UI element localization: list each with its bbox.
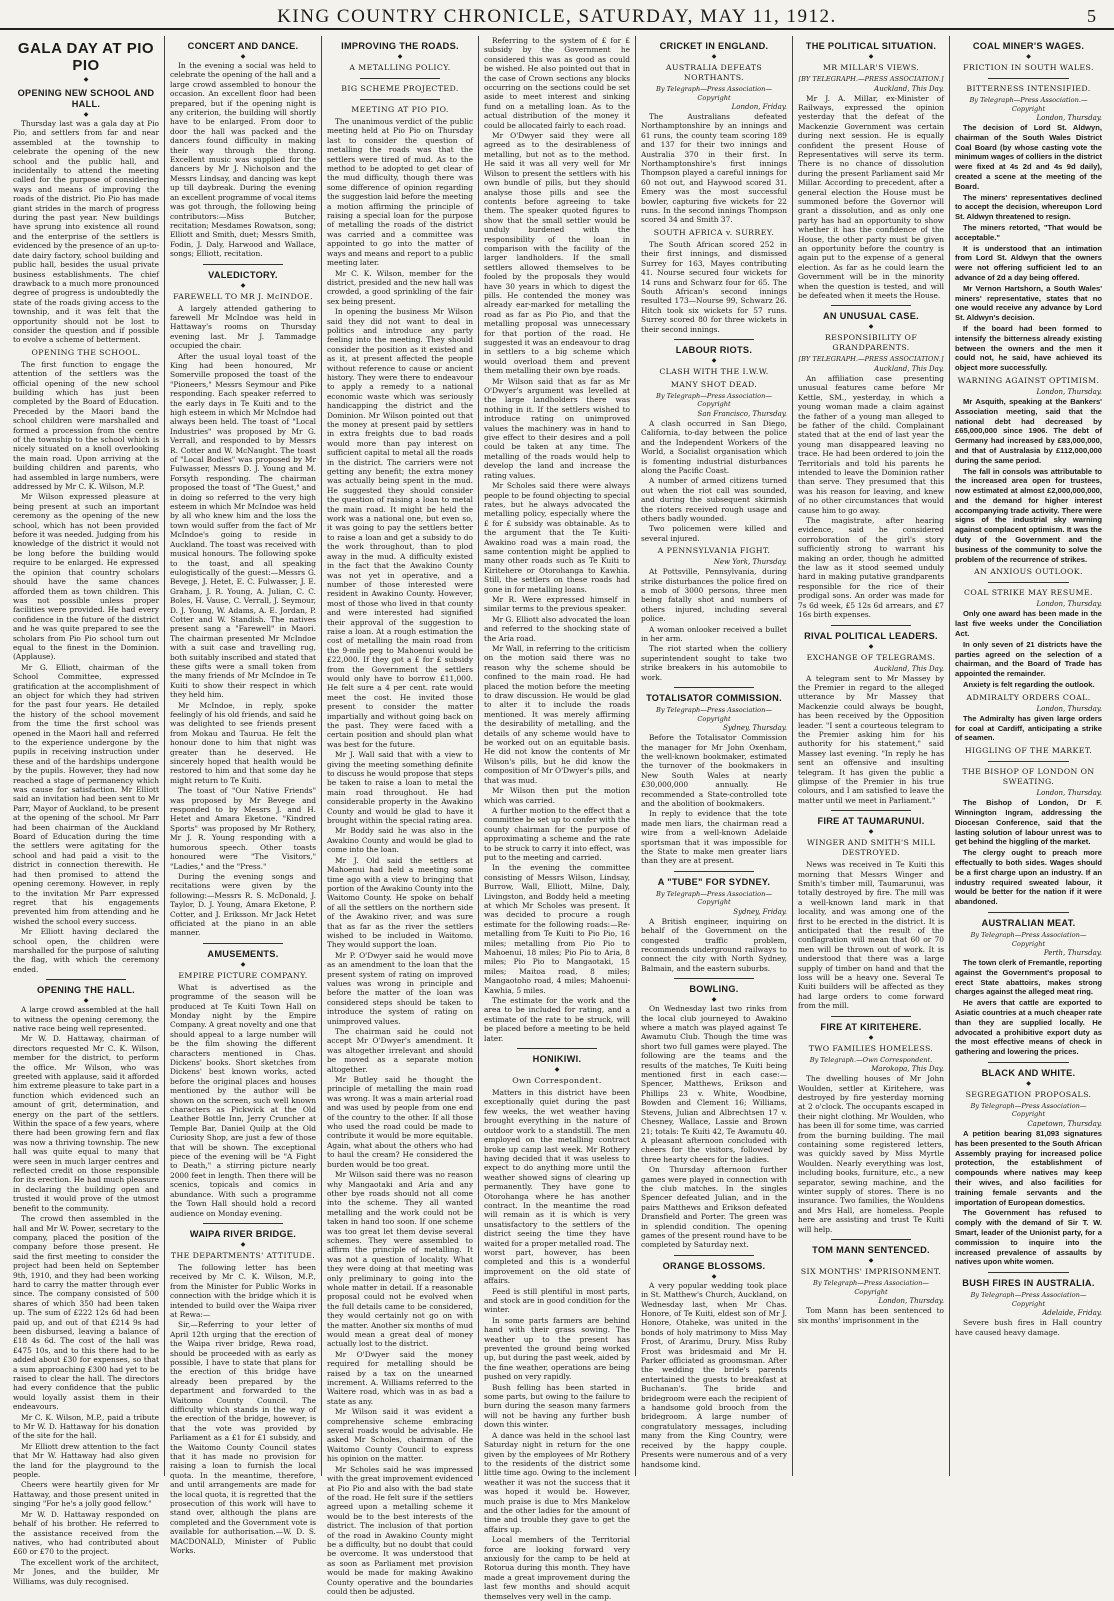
dateline: London, Thursday. — [878, 1297, 944, 1306]
paragraph: The Admiralty has given large orders for coal at Cardiff, anticipating a strike of seamen. — [955, 713, 1102, 743]
paragraph: Mr J. Wall said that with a view to giving the meeting something definite to discuss he would propose that steps be taken to raise a loan to metal the main road throughout. He had considerable property in the Awakino County and would be glad to have it brought within the special rating area. — [327, 750, 473, 826]
ornament: ◆ — [711, 996, 717, 1004]
paragraph: A petition bearing 81,093 signatures has been presented to the South African Assembly praying for increased police protection, the establishment of compounds where natives may keep their wives, and also facilities for training female servants and the importation of European domestics. — [955, 1128, 1102, 1207]
divider — [831, 305, 911, 306]
column-5 — [636, 36, 793, 1476]
paragraph: Before the Totalisator Commission the manager for Mr John Oxenham, the well-known bookmaker, estimated the turnover of the bookmakers in New South Wales at nearly £30,000,000 annually. He recommended a State-controlled tote and the abolition of bookmakers. — [641, 733, 787, 808]
paragraph: Mr W. D. Hattaway, chairman of directors requested Mr C. K. Wilson, member for the district, to perform the office. Mr Wilson, who was greeted with applause, said it afforded him extreme pleasure to take part in a function which evidenced such an amount of grit, determination, and energy on the part of the settlers. Within the space of a few years, where there had been growing fern and flax was now a thriving township. The new hall was quite equal to many that were seen in much larger centres and reflected credit on those responsible for its erection. He had much pleasure in declaring the building open and trusted it would prove of the utmost benefit to the community. — [13, 1034, 159, 1213]
paragraph: The town clerk of Fremantle, reporting against the Government's proposal to erect State abattoirs, makes strong charges against the alleged meat ring. — [955, 958, 1102, 997]
subheading-bitterness: BITTERNESS INTENSIFIED. — [966, 84, 1091, 93]
credit-line: By Telegraph—Press Association—Copyright — [970, 1101, 1087, 1119]
paragraph: At Pottsville, Pennsylvania, during strike disturbances the police fired on a mob of 3000 persons, three men being fatally shot and numbers of others injured, including several police. — [641, 567, 787, 624]
paragraph: A dance was held in the school last Saturday night in return for the one given by the employees of Mr Rothery to the residents of the district some little time ago. Owing to the inclement weather it was not the success that it was hoped it would be. However, much praise is due to Mrs Mankelow and the other ladies for the amount of time and trouble they gave to get the affairs up. — [484, 1430, 630, 1534]
paragraph: The miners retorted, "That would be acceptable." — [955, 222, 1102, 242]
heading-rival-leaders: RIVAL POLITICAL LEADERS. — [804, 630, 938, 641]
paragraph: The decision of Lord St. Aldwyn, chairman of the South Wales District Coal Board (by whose casting vote the minimum wages of colliers in the district were fixed at 4s 2d and 4s 9d daily), created a scene at the meeting of the Board. — [955, 123, 1102, 191]
credit-line: [BY TELEGRAPH.—PRESS ASSOCIATION.] — [798, 75, 944, 83]
divider — [988, 761, 1069, 762]
dateline: Sydney, Thursday. — [723, 724, 787, 733]
divider — [831, 625, 911, 626]
divider — [203, 264, 283, 265]
column-6 — [793, 36, 950, 1476]
paragraph: The dwelling houses of Mr John Woulden, settler at Kiritehere, was destroyed by fire yesterday morning at 2 o'clock. The occupants escaped in their night clothing. Mr Woulden, who has been ill for some time, was carried from the burning building. The mail containing some registered letters, was quickly saved by Miss Myrtle Woulden. Nearly everything was lost, including books, furniture, etc., a new separator, sewing machine, and the winter supply of stores. There is no insurance. Two families, the Wouldens and Mrs Hall, are homeless. People here are assisting and trust Te Kuiti will help. — [798, 1074, 944, 1234]
subheading-australia: AUSTRALIA DEFEATS NORTHANTS. — [665, 63, 763, 82]
heading-bowling: BOWLING. — [689, 984, 739, 995]
divider — [988, 1062, 1069, 1063]
ornament: ◆ — [1026, 1079, 1031, 1087]
column-3 — [322, 36, 479, 1596]
credit-line: By Telegraph—Press Association—Copyright — [656, 706, 772, 723]
divider — [674, 871, 754, 872]
dateline: Auckland, This Day. — [874, 364, 944, 373]
paragraph: Local members of the Territorial force are looking forward very anxiously for the camp to be held at Rotorua during this month. They have made a great improvement during the last few months and should acquit themselves very well in the camp. — [484, 1535, 630, 1601]
paragraph: Mr C. K. Wilson, member for the district, presided and the new hall was crowded, a good sprinkling of the fair sex being present. — [327, 268, 473, 306]
subheading-homeless: TWO FAMILIES HOMELESS. — [808, 1043, 934, 1053]
paragraph: A number of armed citizens turned out when the riot call was sounded, and during the subsequent skirmish the rioters received rough usage and others badly wounded. — [641, 476, 787, 523]
heading-valedictory: VALEDICTORY. — [208, 269, 278, 280]
heading-orange-blossoms: ORANGE BLOSSOMS. — [662, 1260, 766, 1271]
column-7 — [950, 36, 1107, 1476]
heading-australian-meat: AUSTRALIAN MEAT. — [981, 918, 1076, 928]
paragraph: The estimate for the work and the area to be included for rating, and a estimate of the rate to be struck, will be placed before a meeting to be held later. — [484, 996, 630, 1043]
heading-fire-kiritehere: FIRE AT KIRITEHERE. — [820, 1021, 922, 1032]
paragraph: During the evening songs and recitations were given by the following:—Messrs R. S. McDonald, J. Taylor, D. J. Young, Amara Eketone, P. Cotter, and J. Eriksson. Mr Jack Hetet officiated at the piano in an able manner. — [170, 871, 316, 938]
paragraph: Two policemen were killed and several injured. — [641, 524, 787, 543]
paragraph: On Wednesday last two rinks from the local club journeyed to Awakino where a match was played against Te Awamutu Club. Though the time was short two full games were played. The following are the teams and the results of the matches, Te Kuiti being mentioned first in each case:—Spencer, Matthews, Erikson and Phillips 23 v. White, Woodbine, Bowden and Clement 16; Williams, Stevens, Julian and Albrechtsen 17 v. Chesney, Wallace, Lassie and Brown 21; totals: Te Kuiti 42, Te Awamutu 40. A pleasant afternoon concluded with cheers for the visitors, followed by three hearty cheers for the ladies. — [641, 1004, 787, 1164]
ornament: ◆ — [83, 76, 89, 83]
subheading-coal-strike: COAL STRIKE MAY RESUME. — [964, 588, 1093, 598]
subheading-correspondent: Own Correspondent. — [512, 1076, 602, 1086]
ornament: ◆ — [397, 53, 403, 60]
subheading-opening: OPENING NEW SCHOOL AND HALL. — [17, 88, 155, 109]
paragraph: The Government has refused to comply with the demand of Sir T. W. Smart, leader of the Unionist party, for a commission to inquire into the increased prevalence of assaults by natives upon white women. — [955, 1208, 1102, 1267]
divider — [674, 978, 754, 979]
heading-honikiwi: HONIKIWI. — [532, 1054, 582, 1065]
paragraph: Feed is still plentiful in most parts, and stock are in good condition for the winter. — [484, 1286, 630, 1315]
heading-amusements: AMUSEMENTS. — [207, 948, 279, 959]
divider — [517, 1048, 597, 1049]
divider — [674, 339, 754, 340]
heading-tom-mann: TOM MANN SENTENCED. — [812, 1245, 930, 1256]
subheading-school: OPENING THE SCHOOL. — [31, 347, 141, 357]
ornament: ◆ — [868, 828, 874, 836]
column-4 — [479, 36, 636, 1601]
paragraph: Anxiety is felt regarding the outlook. — [963, 680, 1095, 690]
ornament: ◆ — [868, 1257, 874, 1265]
dateline: London, Thursday. — [1036, 387, 1102, 396]
paragraph: Mr Wall, in referring to the criticism on the motion said there was no reason why the scheme should be confined to the main road. He had placed the motion before the meeting to draw discussion. He would be glad to alter it to include the roads mentioned. It was merely affirming the desirability of metalling, and the details of any scheme would have to be worked out on an equitable basis. He did not know the contents of Mr Wilson's pills, but he did know the composition of Mr O'Dwyer's pills, and that was mud. — [484, 644, 630, 785]
divider — [831, 810, 911, 811]
paragraph: Mr Scholes said he was impressed with the great improvement evidenced at Pio Pio and also with the bad state of the road. He felt sure if the settlers agreed upon a metalling scheme it would be to the best interests of the district. The inclusion of that portion of the road in Awakino County might be a difficulty, but no doubt that could be overcome. It was understood that as soon as Parliament met provision would be made for making Awakino County operative and the boundaries could then be adjusted. — [327, 1464, 473, 1596]
subheading-empire: EMPIRE PICTURE COMPANY. — [178, 970, 308, 980]
paragraph: The Bishop of London, Dr F. Winnington Ingram, addressing the Diocesan Conference, said that the lasting solution of labour unrest was to get behind the higgling of the market. — [955, 798, 1102, 847]
heading-black-white: BLACK AND WHITE. — [981, 1067, 1076, 1078]
paragraph: Mr Elliott drew attention to the fact that Mr W. Hattaway had also given the land for the playground to the people. — [13, 1441, 159, 1480]
subheading-telegrams: EXCHANGE OF TELEGRAMS. — [806, 652, 936, 662]
subheading-metalling: A METALLING POLICY. — [349, 63, 451, 72]
paragraph: Mr C. K. Wilson, M.P., paid a tribute to Mr W. D. Hattaway for his donation of the site for the hall. — [13, 1412, 159, 1441]
paragraph: Severe bush fires in Hall country have caused heavy damage. — [955, 1318, 1102, 1337]
masthead — [0, 0, 1114, 30]
page-number: 5 — [1087, 6, 1096, 26]
paragraph: Mr Butley said he thought the principle of metalling the main road was wrong. It was a main arterial road and was used by people from one end of the country to the other. If all those who used the road could be made to contribute it would be more equitable. Again, what about the others who had to haul the cream? He considered the burden would be too great. — [327, 1075, 473, 1169]
dateline: Capetown, Thursday. — [1027, 1119, 1102, 1128]
dateline: San Francisco, Thursday. — [697, 409, 787, 418]
columns — [8, 36, 1108, 1601]
heading-opening-hall: OPENING THE HALL. — [37, 985, 135, 996]
dateline: Sydney, Friday. — [733, 907, 787, 916]
paragraph: Mr P. O'Dwyer said he would move as an amendment to the loan that the present system of rating on improved values was wrong in principle and before the matter of the loan was considered steps should be taken to introduce the system of rating on unimproved values. — [327, 950, 473, 1026]
dateline: Auckland, This Day. — [874, 664, 944, 673]
paragraph: Mr W. D. Hattaway responded on behalf of his brother. He referred to the assistance received from the natives, who had contributed about £60 or £70 to the project. — [13, 1509, 159, 1557]
paragraph: The chairman said he could not accept Mr O'Dwyer's amendment. It was altogether irrelevant and should be moved as a separate motion altogether. — [327, 1027, 473, 1074]
dateline: Perth, Thursday. — [1043, 949, 1102, 957]
paragraph: Mr Scholes said there were always people to be found objecting to special rates, but he always advocated the metalling policy, especially where the £ for £ subsidy was obtainable. As to the argument that the Te Kuiti-Awakino road was a main road, the same contention might be applied to many other roads such as Te Kuiti to Kiritehere or Otorohanga to Kawhia. Still, the settlers on these roads had gone in for metalling loans. — [484, 481, 630, 594]
column-1 — [8, 36, 165, 1586]
paragraph: A large crowd assembled at the hall to witness the opening ceremony, the native race being well represented. — [13, 1005, 159, 1033]
paragraph: The clergy ought to preach more effectually to both sides. Wages should be a first charge upon an industry. If an industry required sweated labour, it would be better for the nation if it were abandoned. — [955, 848, 1102, 907]
dateline: London, Thursday. — [1036, 704, 1102, 713]
credit-line: By Telegraph.—Own Correspondent. — [809, 1055, 933, 1064]
heading-waipa-bridge: WAIPA RIVER BRIDGE. — [189, 1228, 297, 1239]
subheading-segregation: SEGREGATION PROPOSALS. — [965, 1089, 1092, 1099]
paragraph: The fall in consols was attributable to the increased area open for trustees, now estimated at almost £2,000,000,000, and the demand for higher interest accompanying trade activity. There were signs of the industrial sky warning against complacent optimism. It was the duty of the Government and the business of the community to solve the problem of the recurrence of strikes. — [955, 466, 1102, 564]
dateline: London, Thursday. — [1036, 789, 1102, 798]
dateline: London, Thursday. — [1036, 114, 1102, 122]
subheading-departments: THE DEPARTMENTS' ATTITUDE. — [170, 1250, 316, 1260]
paragraph: Mr Wilson said that as far as Mr O'Dwyer's argument was levelled at the large landholders there was nothing in it. If the settlers wished to introduce rating on unimproved values the machinery was in hand to give effect to their desires and a poll could be taken at any time. The metalling of the roads would help to develop the land and increase the rating values. — [484, 376, 630, 480]
dateline: London, Thursday. — [1036, 600, 1102, 609]
subheading-millar: MR MILLAR'S VIEWS. — [822, 63, 920, 72]
paragraph: Referring to the system of £ for £ subsidy by the Government he considered this was as good as could be wished. He also pointed out that in the case of Crown sections any blocks occurring on the sections could be set aside to meet interest and sinking fund on a metalling loan. As to the actual distribution of the money it could be allocated fairly to each road. — [484, 36, 630, 130]
dateline: London, Friday. — [731, 103, 787, 111]
paragraph: The following letter has been received by Mr C. K. Wilson, M.P., from the Minister for Public Works in connection with the bridge which it is intended to build over the Waipa river at Rewa:— — [170, 1262, 316, 1319]
subheading-mill-destroyed: WINGER AND SMITH'S MILL DESTROYED. — [806, 838, 936, 858]
ornament: ◆ — [240, 281, 246, 289]
divider — [988, 582, 1069, 583]
credit-line: By Telegraph—Press Association.—Copyright — [969, 96, 1088, 113]
divider — [988, 912, 1069, 913]
dateline: Auckland, This Day. — [874, 84, 944, 93]
dateline: Marokopa, This Day. — [871, 1065, 944, 1074]
heading-improving-roads: IMPROVING THE ROADS. — [341, 41, 459, 51]
heading-cricket: CRICKET IN ENGLAND. — [659, 41, 769, 51]
paragraph: Mr O'Dwyer said the money required for metalling should be raised by a tax on the unearned increment. A. Williams referred to the Waitere road, which was in as bad a state as any. — [327, 1349, 473, 1406]
headline-gala-day: GALA DAY AT PIO PIO — [17, 40, 155, 74]
heading-political-situation: THE POLITICAL SITUATION. — [805, 41, 937, 51]
credit-line: By Telegraph—Press Association—Copyright — [656, 85, 772, 102]
paragraph: Mr Wilson expressed pleasure at being present at such an important ceremony as the opening of the new school, which has not been provided before it was needed. Judging from his knowledge of the district it would not be long before the building would require to be enlarged. He expressed the opinion that country scholars should have the same chances afforded them as town children. This was not possible unless proper facilities were provided. He had every confidence in the future of the district and he was quite prepared to see the scholars from Pio Pio school turn out equal to the finest in the Dominion. (Applause). — [13, 492, 159, 662]
paragraph: Mr Wilson said it was evident a comprehensive scheme embracing several roads would be advisable. He asked Mr Scholes, chairman of the Waitomo County Council to express his opinion on the matter. — [327, 1407, 473, 1464]
divider — [674, 687, 754, 688]
heading-totalisator: TOTALISATOR COMMISSION. — [646, 693, 782, 704]
paragraph: After the usual loyal toast of the King had been honoured, Mr Somerville proposed the toast of the "Pioneers," Messrs Seymour and Pike responding. Each speaker referred to the early days in Te Kuiti and to the high esteem in which Mr McIndoe had always been held. The toast of "Local Industries" was proposed by Mr G. Verrall, and responded to by Messrs R. Cotter and W. McNaught. The toast of "Local Bodies" was proposed by Mr Fulwasser, Messrs D. J. Young and M. Forsyth responding. The chairman proposed the toast of "The Guest," and in doing so referred to the very high esteem in which Mr McIndoe was held by all who knew him and the loss the town would suffer from the fact of Mr McIndoe's going to reside in Auckland. The toast was received with musical honours. The following spoke to the toast, and all speaking eulogistically of the guest:—Messrs G. Bevege, J. Hetet, E. C. Fulwasser, J. E. Graham, J. R. Young, A. Julian, C. C. Boles, H. Vause, C. Verrall, J. Seymour, D. J. Young, W. Adams, A. E. Jordan, P. Cotter and W. Standish. The natives present sang a "Farewell" in Maori. The chairman presented Mr McIndoe with a suit case and travelling rug, both suitably inscribed and stated that these gifts were a small token from the many friends of Mr McIndoe in Te Kuiti to show their respect in which they held him. — [170, 351, 316, 700]
divider — [674, 1255, 754, 1256]
heading-tube-sydney: A "TUBE" FOR SYDNEY. — [657, 876, 771, 887]
ornament: ◆ — [868, 53, 874, 60]
subheading-higgling: HIGGLING OF THE MARKET. — [964, 746, 1093, 756]
ornament: ◆ — [240, 53, 246, 60]
paragraph: Matters in this district have been exceptionally quiet during the past few weeks, the wet weather having brought everything in the nature of outdoor work to a standstill. The men employed on the metalling contract broke up camp last week. Mr Rothery having decided that it was useless to expect to do anything more until the weather showed signs of clearing up permanently. They have gone to Otorohanga where he has another contract. In the meantime the road will remain as it is which is very unsatisfactory to the settlers of the district seeing the time they have waited for a proper metalled road. The worst part, however, has been completed and this is a wonderful improvement on the old state of affairs. — [484, 1088, 630, 1286]
dateline: New York, Thursday. — [713, 558, 787, 567]
paragraph: The unanimous verdict of the public meeting held at Pio Pio on Thursday last to consider the question of metalling the roads was that the settlers were tired of mud. As to the method to be adopted to get clear of the mud difficulty, though there was some difference of opinion regarding the suggestion laid before the meeting a motion affirming the principle of raising a special loan for the purpose of metalling the roads of the district was carried and a committee was appointed to go into the matter of ways and means and report to a public meeting later. — [327, 117, 473, 268]
paragraph: Mr Asquith, speaking at the Bankers' Association meeting, said that the national debt had decreased by £65,000,000 since 1906. The debt of Germany had increased by £83,000,000, and that of Australasia by £112,000,000 during the same period. — [955, 396, 1102, 465]
ornament: ◆ — [711, 1272, 717, 1280]
divider — [360, 78, 440, 79]
heading-labour-riots: LABOUR RIOTS. — [675, 344, 753, 355]
paragraph: Mr Boddy said he was also in the Awakino County and would be glad to come into the loan. — [327, 826, 473, 855]
paragraph: The Australians defeated Northamptonshire by an innings and 61 runs, the county team scoring 189 and 137 for their two innings and Australia 370 in their first. In Northamptonshire's first innings Thompson played a careful innings for 60 not out, and Haywood scored 31. Emery was the most successful bowler, capturing five wickets for 22 runs. In the second innings Thompson scored 34 and Smith 37. — [641, 112, 787, 225]
paragraph: If the board had been formed to intensify the bitterness already existing between the owners and the men it could not, he said, have achieved its object more successfully. — [955, 323, 1102, 373]
heading-concert-dance: CONCERT AND DANCE. — [187, 41, 299, 51]
ornament: ◆ — [868, 642, 874, 650]
credit-line: By Telegraph—Press Association—Copyright — [970, 1291, 1087, 1308]
paragraph: Bush felling has been started in some parts, but owing to the failure to burn during the season many farmers will not be having any further bush down this winter. — [484, 1382, 630, 1430]
ornament: ◆ — [868, 323, 874, 331]
subheading-big-scheme: BIG SCHEME PROJECTED. — [341, 84, 459, 93]
ornament: ◆ — [240, 1240, 246, 1248]
paragraph: Mr G. Elliott also advocated the loan and referred to the shocking state of the Aria road. — [484, 614, 630, 643]
ornament: ◆ — [554, 1066, 560, 1074]
divider — [831, 1016, 911, 1017]
credit-line: [BY TELEGRAPH.—PRESS ASSOCIATION.] — [798, 355, 944, 364]
paragraph: Sir,—Referring to your letter of April 12th urging that the erection of the Waipa river bridge, Rewa road, should be proceeded with as early as possible, I have to state that plans for the erection of this bridge have already been prepared by the department and forwarded to the Waitomo County Council. The difficulty which stands in the way of the erection of the bridge, however, is that the vote was provided by Parliament as a £1 for £1 subsidy, and the Waitomo County Council states that it has made no provision for raising a loan to furnish the local quota. In the meantime, therefore, and until arrangements are made for the local quota, it is regretted that the prosecution of this work will have to stand over, although the plans are completed and the Government vote is available for authorisation.—W. D. S. MACDONALD, Minister of Public Works. — [170, 1320, 316, 1556]
ornament: ◆ — [240, 960, 246, 968]
heading-fire-taumarunui: FIRE AT TAUMARUNUI. — [817, 816, 925, 827]
paragraph: Mr J. Old said the settlers at Mahoenui had held a meeting some time ago with a view to bringing that portion of the Awakino County into the Waitomo County. He spoke on behalf of all the settlers on the northern side of the Awakino river, and was sure that as far as the river the settlers wished to be included in Waitomo. They would support the loan. — [327, 855, 473, 950]
paragraph: A telegram sent to Mr Massey by the Premier in regard to the alleged utterance by Mr Massey that Mackenzie could always be bought, has been received by the Opposition leader. "I sent a courteous telegram to the Premier asking him for his authority for his statement," said Massey last evening. "In reply he has sent an offensive and insulting telegram. It has given the public a glimpse of the Premier in his true colours, and I am satisfied to leave the matter until we meet in Parliament." — [798, 673, 944, 805]
paragraph: Mr R. Were expressed himself in similar terms to the previous speaker. — [484, 594, 630, 614]
divider — [203, 943, 283, 944]
paragraph: In reply to evidence that the tote made men liars, the chairman read a wire from a well-known Adelaide sportsman that it was impossible for the State to make men greater liars than they are at present. — [641, 809, 787, 866]
credit-line: By Telegraph—Press Association—Copyright — [656, 889, 772, 907]
divider — [360, 99, 440, 100]
paragraph: Mr O'Dwyer said they were all agreed as to the desirableness of metalling, but not as to the method. He said it was all very well for Mr Wilson to present the settlers with his own bundle of pills, but they should analyse those pills and see the contents before agreeing to take them. The speaker quoted figures to show that the small settler would be unduly burdened with the responsibility of the loan in comparison with the facility of the larger landholders. If the small settlers allowed themselves to be fooled by the proposals they would have 30 years in which to digest the pills. He contended the money was already ear-marked for metalling the road as far as Pio Pio, and that the metalling proposal was unnecessary for that portion of the road. He suggested it was an endeavour to drag in settlers to a big scheme which would overload them and prevent them metalling their own bye roads. — [484, 131, 630, 376]
heading-coal-wages: COAL MINER'S WAGES. — [972, 41, 1085, 51]
paragraph: A largely attended gathering to farewell Mr McIndoe was held in Hattaway's rooms on Thursday evening last. Mr J. Tammadge occupied the chair. — [170, 303, 316, 351]
paragraph: It is understood that an intimation from Lord St. Aldwyn that the owners were not offering sufficient led to an advance of 2d a day being offered. — [955, 243, 1102, 282]
ornament: ◆ — [711, 356, 717, 364]
paragraph: In the evening a social was held to celebrate the opening of the hall and a large crowd assembled to honour the occasion. An excellent floor had been prepared, but if the opening night is any criterion, the building will shortly have to be enlarged. From door to door the hall was packed and the dancers found difficulty in making their way through the throng. Excellent music was supplied for the dancers by Mr J. Nicholson and the Messrs Lindsay, and dancing was kept up till daybreak. During the evening an excellent programme of vocal items was got through, the following being contributors:—Miss Butcher, recitation; Mesdames Rowatson, song; Elliott and Smith, duet; Messrs Smith, Fodin, J. Daly, Harwood and Wallace, songs; Elliott, recitation. — [170, 61, 316, 259]
ornament: ◆ — [868, 1033, 874, 1041]
paragraph: He avers that cattle are exported to Asiatic countries at a much cheaper rate than they are supplied locally. He advocated a prohibitive export duty as the most effective means of check in gathering and lowering the prices. — [955, 998, 1102, 1057]
paragraph: On Thursday afternoon further games were played in connection with the club matches. In the singles Spencer defeated Julian, and in the pairs Matthews and Erikson defeated Dransfield and Porter. The green was in splendid condition. The opening games of the present round have to be completed by Saturday next. — [641, 1165, 787, 1250]
paragraph: Mr Elliott having declared the school open, the children were marshalled for the purpose of saluting the flag, with which the ceremony ended. — [13, 927, 159, 974]
paragraph: In opening the business Mr Wilson said they did not want to deal in politics and introduce any party feeling into the meeting. They should consider the position as it existed and as it, at present affected the people without reference to cause or ancient history. They were there to endeavour to apply a remedy to a national economic waste which was seriously handicapping the district and the Dominion. Mr Wilson pointed out that the money at present paid by settlers in extra freights due to bad roads would more than pay interest on sufficient capital to metal all the roads in the district. The carriers were not getting any benefit; the extra money was actually being spent in the mud. He suggested they should consider the question of raising a loan to metal the main road. It might be held the work was a national one, but even so, it was going to pay the settlers better to raise a loan and get a subsidy to do the work throughout, than to plod away in the mud. A difficulty existed in the fact that the Awakino County was not yet in operative, and a number of those interested were resident in Awakino County. However, most of those who lived in that county and were interested had signified their approval of the suggestion to raise a loan. At a rough estimation the cost of metalling the main road from the 9-mile peg to Mahoenui would be £22,000. If they got a £ for £ subsidy from the Government the settlers would only have to borrow £11,000. He felt sure a 4 per cent. rate would meet the cost. He invited those present to consider the matter impartially and without going back on the past. They were faced with a certain position and should plan what was best for the future. — [327, 307, 473, 749]
paragraph: Only one award has been made in the last five weeks under the Conciliation Act. — [955, 609, 1102, 639]
credit-line: By Telegraph—Press Association—Copyright — [813, 1279, 929, 1296]
subheading-surrey: SOUTH AFRICA v. SURREY. — [653, 227, 775, 237]
subheading-meeting: MEETING AT PIO PIO. — [351, 105, 449, 114]
paragraph: Mr J. A. Millar, ex-Minister of Railways, expressed the opinion yesterday that the defeat of the Mackenzie Government was certain during next session. He is equally confident the present House of Representatives will serve its term. There is no chance of dissolution during the present Parliament said Mr Millar. According to precedent, after a general election the House must be summoned before the Governor will grant a dissolution, and as only one party has had an opportunity to show whether it has the confidence of the House, the other party must be given an opportunity before the country is again put to the expense of a general election. As far as he could learn the Government will be in the minority when the question is tested, and will be defeated when it meets the House. — [798, 93, 944, 301]
subheading-grandparents: RESPONSIBILITY OF GRANDPARENTS. — [824, 333, 918, 353]
paragraph: Mr Wilson said there was no reason why Mangaotaki and Aria and any other bye roads should not all come into the scheme. They all wanted metalling and the work could not be taken in hand too soon. If one scheme was too great let them devise several schemes. They were assembled to affirm the principle of metalling. It was not a question of locality. What they were doing at that meeting was only preliminary to going into the whole matter in detail. If a reasonable proposal could not be evolved when the full details came to be considered, they would certainly not go on with the matter. Another six months of mud would mean a great deal of money actually lost to the district. — [327, 1170, 473, 1349]
divider — [203, 1223, 283, 1224]
paragraph: In some parts farmers are behind hand with their grass sowing. The weather up to the present has prevented the ground being worked up, but during the past week, aided by the fine weather, operations are being pushed on very rapidly. — [484, 1315, 630, 1382]
subheading-bishop: THE BISHOP OF LONDON ON SWEATING. — [962, 767, 1095, 787]
heading-unusual-case: AN UNUSUAL CASE. — [822, 311, 919, 322]
divider — [988, 78, 1069, 79]
paragraph: Thursday last was a gala day at Pio Pio, and settlers from far and near assembled at the township to celebrate the opening of the new school and the public hall, and incidentally to attend the meeting called for the purpose of considering ways and means of improving the roads of the district. Pio Pio has made giant strides in the march of progress during the past year. New buildings have sprung into existence all round and the enterprise of the settlers is evidenced by the presence of an up-to-date dairy factory, school building and public hall, besides the usual private business establishments. The chief drawback to a much more pronounced degree of progress is undoubtedly the state of the roads giving access to the township, and it was felt that the opportunity should not be lost to consider the question and if possible to evolve a scheme of betterment. — [13, 119, 159, 345]
ornament: ◆ — [711, 53, 717, 60]
divider — [46, 979, 126, 980]
paragraph: Mr Wilson then put the motion which was carried. — [484, 786, 630, 805]
paragraph: The miners' representatives declined to accept the decision, whereupon Lord St. Aldwyn threatened to resign. — [955, 192, 1102, 222]
subheading-anxious-outlook: AN ANXIOUS OUTLOOK. — [974, 567, 1083, 577]
dateline: Adelaide, Friday. — [1042, 1309, 1102, 1318]
paragraph: The magistrate, after hearing evidence, said he considered corroboration of the girl's story sufficiently strong to warrant his making an order, though he admitted the law as it stood seemed unduly hard in making putative grandparents responsible for the rice of their prodigal sons. An order was made for 7s 6d week, £5 12s 6d arrears, and £7 16s birth expenses. — [798, 516, 944, 620]
paragraph: Mr Vernon Hartshorn, a South Wales' miners' representative, states that no one would receive any advance by Lord St. Aldwyn's decision. — [955, 283, 1102, 323]
heading-bush-fires: BUSH FIRES IN AUSTRALIA. — [962, 1278, 1095, 1289]
paragraph: A clash occurred in San Diego, California, to-day between the police and the Independent Workers of the World, a Socialist organisation which is fomenting industrial disturbances along the Pacific Coast. — [641, 418, 787, 475]
paragraph: The South African scored 252 in their first innings, and dismissed Surrey for 163, Mayes contributing 41. Nourse secured four wickets for 14 runs and Schwarz four for 65. The South African's second innings resulted 173—Nourse 99, Schwarz 26. Hitch took six wickets for 57 runs. Surrey scored 80 for three wickets in their second innings. — [641, 239, 787, 334]
paragraph: A further motion to the effect that a committee be set up to confer with the county chairman for the purpose of approximating a scheme and the rate to be struck to carry it into effect, was put to the meeting and carried. — [484, 805, 630, 862]
subheading-shot-dead: MANY SHOT DEAD. — [670, 379, 758, 389]
subheading-admiralty: ADMIRALTY ORDERS COAL. — [966, 692, 1091, 702]
ornament: ◆ — [83, 997, 89, 1005]
paragraph: The crowd then assembled in the hall and Mr W. Power, secretary to the company, placed the position of the company before those present. He said the first meeting to consider the project had been held on September 9th, 1910, and they had been working hard to carry the matter through ever since. The company consisted of 500 shares of which 350 had been taken up. The sum of £222 12s 6d had been paid up, and out of that £214 9s had been disbursed, leaving a balance of £18 4s 6d. The cost of the hall was £475 10s, and to this there had to be added about £30 for expenses, so that a sum approaching £300 had yet to be raised to clear the hall. The directors had every confidence that the public would loyally assist them in their endeavours. — [13, 1214, 159, 1412]
subheading-farewell: FAREWELL TO MR J. McINDOE. — [173, 291, 313, 301]
paragraph: What is advertised as the programme of the season will be produced at Te Kuiti Town Hall on Monday night by the Empire Company. A great novelty and one that should appeal to a large number will be the film showing the different characters mentioned in Chas. Dickens' books. Short sketches from Dickens' best known works, acted before the original places and houses mentioned by the author will be shown on the screen, such well known characters as Pickwick at the Old Leather Bottle Inn, Jerry Cruncher at Temple Bar, Daniel Quilp at the Old Curiosity Shop, are just a few of those that will be shown. The exceptional piece of the evening will be "A Fight to Death," a stirring picture nearly 2000 feet in length. Then there will be scenics, topicals and comics in abundance. With such a programme the Town Hall should hold a record audience on Monday evening. — [170, 982, 316, 1218]
paragraph: A British engineer, inquiring on behalf of the Government on the congested traffic problem, recommends underground railways to connect the city with North Sydney, Balmain, and the eastern suburbs. — [641, 916, 787, 973]
paragraph: A very popular wedding took place in St. Matthew's Church, Auckland, on Wednesday last, when Mr Chas. Honore, of Te Kuiti, eldest son of Mr J. Honore, Otaheke, was united in the bonds of holy matrimony to Miss May Frost, of Ararimu, Drury. Miss Ruby Frost was bridesmaid and Mr H. Parker officiated as groomsman. After the wedding the bride's parents entertained the guests to breakfast at Buchanan's. The bride and bridegroom were each the recipient of a handsome gold brooch from the bridegroom. A large number of congratulatory messages, including many from the King Country, were received by the happy couple. Presents were numerous and of a very handsome kind. — [641, 1280, 787, 1469]
credit-line: By Telegraph—Press Association—Copyright — [656, 391, 772, 409]
subheading-imprisonment: SIX MONTHS' IMPRISONMENT. — [800, 1267, 942, 1277]
paragraph: The first function to engage the attention of the settlers was the official opening of the new school building which has just been completed by the Board of Education. Preceded by the Maori band the school children were marshalled and formed a procession from the centre of the township to the school which is nicely situated on a knoll overlooking the main road. Upon arriving at the building children and parents, who had assembled in large numbers, were addressed by Mr C. K. Wilson, M.P. — [13, 359, 159, 492]
divider — [831, 1239, 911, 1240]
paragraph: A woman onlooker received a bullet in her arm. — [641, 624, 787, 644]
paragraph: Tom Mann has been sentenced to six months' imprisonment in the — [798, 1306, 944, 1325]
paragraph: News was received in Te Kuiti this morning that Messrs Winger and Smith's timber mill, Taumarunui, was totally destroyed by fire. The mill was a well-known land mark in that locality, and was among one of the first to be erected in the district. It is anticipated that the result of the conflagration will mean that 60 or 70 men will be thrown out of work. It is understood that there was a large supply of timber on hand and that the loss will be a heavy one. Several Te Kuiti builders will be affected as they had large orders to come forward from the mill. — [798, 860, 944, 1011]
column-2 — [165, 36, 322, 1556]
paragraph: In only seven of 21 districts have the parties agreed on the selection of a chairman, and the Board of Trade has appointed the remainder. — [955, 639, 1102, 679]
paragraph: Mr G. Elliott, chairman of the School Committee, expressed gratification at the accomplishment of an object for which they had striven for the past four years. He detailed the history of the school movement from the time the first school was opened in the Maori hall and referred to the experience undergone by the pupils in receiving instruction under these and of the hardships undergone by the pupils. However, they had now reached a stage of permanency which was cause for satisfaction. Mr Elliott said an invitation had been sent to Mr Parr, Mayor of Auckland, to be present at the opening of the school. Mr Parr had been chairman of the Auckland Board of Education during the time the settlers were agitating for the school and had paid a visit to the district in connection therewith. He had then promised to attend the opening ceremony. However, in reply to the invitation Mr Parr expressed regret that his engagements prevented him from attending and he wished the school every success. — [13, 662, 159, 926]
paragraph: Mr McIndoe, in reply, spoke feelingly of his old friends, and said he was delighted to see friends present from Mokau and Taurua. He felt the honour done to him that night was greater than he deserved. He sincerely hoped that health would be restored to him and that some day he might return to Te Kuiti. — [170, 700, 316, 785]
paragraph: The riot started when the colliery superintendent sought to take two strike breakers in his automobile to work. — [641, 644, 787, 682]
newspaper-title: KING COUNTRY CHRONICLE, SATURDAY, MAY 11, 1912. — [277, 6, 837, 27]
paragraph: An affiliation case presenting unusual features came before Mr Kettle, SM., yesterday, in which a young woman made a claim against the father of a young man alleged to be father of the child. Complainant stated that at the end of last year the young man disappeared leaving no trace. He had been ordered to join the Territorials and told his parents he intended to leave the Dominion rather than serve. They presumed that this was his reason for leaving, and knew of no other circumstances that would cause him to go away. — [798, 373, 944, 515]
paragraph: The toast of "Our Native Friends" was proposed by Mr Bevege and responded to by Messrs J. and H. Hetet and Amara Eketone. "Kindred Sports" was proposed by Mr Rothery, Mr J. R. Young responding with a humorous speech. Other toasts honoured were "The Visitors," "Ladies," and the "Press." — [170, 786, 316, 871]
paragraph: In the evening the committee consisting of Messrs Wilson, Lindsay, Burrow, Wall, Elliott, Milne, Daly, Livingston, and Boddy held a meeting at which Mr Scholes was present. It was decided to procure a rough estimate for the following roads:—Re-metalling from Te Kuiti to Pio Pio, 16 miles; metalling from Pio Pio to Mahoenui, 18 miles; Pio Pio to Aria, 8 miles; Pio Pio to Mangaotaki, 15 miles; Maitoa road, 8 miles; Mangaotoho road, 4 miles; Mahoenui-Kawhia, 5 miles. — [484, 863, 630, 995]
paragraph: Cheers were heartily given for Mr Hattaway, and those present united in singing "For he's a jolly good fellow." — [13, 1480, 159, 1509]
divider — [988, 1272, 1069, 1273]
ornament: ◆ — [83, 111, 89, 118]
ornament: ◆ — [1026, 53, 1031, 60]
subheading-optimism: WARNING AGAINST OPTIMISM. — [957, 375, 1100, 385]
subheading-iww: CLASH WITH THE I.W.W. — [659, 366, 769, 376]
credit-line: By Telegraph—Press Association—Copyright — [970, 931, 1087, 948]
paragraph: The excellent work of the architect, Mr Jones, and the builder, Mr Williams, was duly recognised. — [13, 1557, 159, 1586]
subheading-south-wales: FRICTION IN SOUTH WALES. — [963, 63, 1094, 72]
subheading-pennsylvania: A PENNSYLVANIA FIGHT. — [657, 546, 771, 556]
